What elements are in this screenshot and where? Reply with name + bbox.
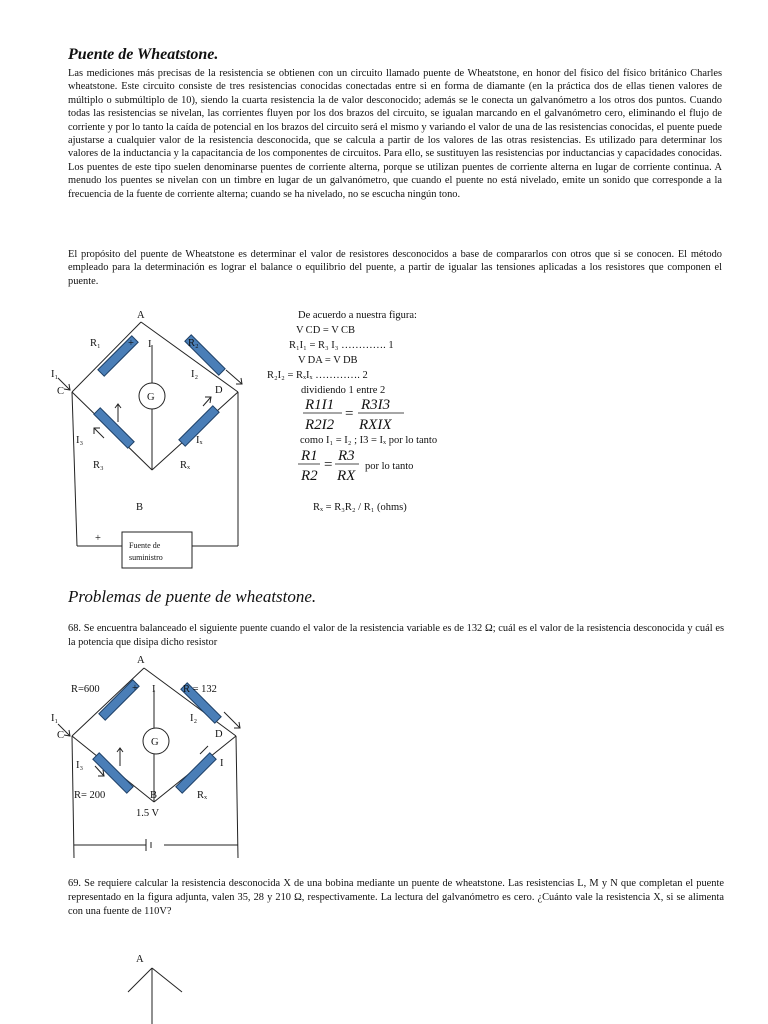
frac1-den-left: R2I2 bbox=[305, 417, 335, 433]
frac2-den-right: RX bbox=[337, 468, 356, 484]
fig2-plus-sign: + bbox=[132, 683, 138, 694]
frac2-num-right: R3 bbox=[338, 448, 355, 464]
purpose-paragraph: El propósito del puente de Wheatstone es determinar el valor de resistores desconocidos a base de compararlos con otros que si se conocen. El método empleado para la determinación es lograr el balance o equilibrio del puente, a partir de igualar las tensiones aplicadas a los resistores que componen el puente. bbox=[68, 249, 722, 287]
fig3-node-a: A bbox=[136, 954, 144, 965]
galvanometer-label: G bbox=[147, 392, 155, 403]
current-i-label: I bbox=[148, 339, 152, 350]
source-label-line1: Fuente de bbox=[129, 541, 161, 550]
eq-divide-text: dividiendo 1 entre 2 bbox=[301, 385, 386, 396]
problem-69-text: 69. Se requiere calcular la resistencia desconocida X de una bobina mediante un puente de wheatstone. Las resistencias L, M y N que completan el puente representado en la figura adjunta, valen 35, 28 y 210 Ω, respectivamente. La lectura del galvanómetro es cero. ¿Cuánto vale la resistencia X, si se alimenta con una fuente de 110V? bbox=[68, 878, 724, 917]
frac1-den-right: RXIX bbox=[359, 417, 392, 433]
fig2-current-i: I bbox=[152, 684, 156, 695]
r3-label: R₃ bbox=[93, 460, 104, 471]
fig2-current-i1: I₁ bbox=[51, 713, 59, 724]
eq-por-lo-tanto: por lo tanto bbox=[365, 461, 414, 472]
rx-label: Rₓ bbox=[180, 460, 191, 471]
node-a-label: A bbox=[137, 310, 145, 321]
fig2-node-b: B bbox=[150, 790, 158, 801]
page-title: Puente de Wheatstone. bbox=[68, 46, 219, 63]
eq-voltage-cd: V CD = V CB bbox=[296, 325, 355, 336]
r2-label: R₂ bbox=[188, 338, 199, 349]
fig2-node-d: D bbox=[215, 729, 223, 740]
plus-sign-bottom: + bbox=[95, 533, 101, 544]
fig2-current-i2: I₂ bbox=[190, 713, 198, 724]
problem68-bridge-figure bbox=[51, 655, 240, 858]
frac1-num-right: R3I3 bbox=[361, 397, 391, 413]
fig2-current-i3: I₃ bbox=[76, 760, 84, 771]
eq-como-text: como I₁ = I₂ ; I3 = Iₓ por lo tanto bbox=[300, 435, 438, 446]
fig2-node-c: C bbox=[57, 730, 65, 741]
frac1-num-left: R1I1 bbox=[305, 397, 335, 413]
node-d-label: D bbox=[215, 385, 223, 396]
equations-intro: De acuerdo a nuestra figura: bbox=[298, 310, 417, 321]
eq-1: R₁I₁ = R₃ I₃ …………. 1 bbox=[289, 340, 394, 351]
fig2-r-right-top: R = 132 bbox=[183, 684, 217, 695]
eq-result: Rₓ = R₃R₂ / R₁ (ohms) bbox=[313, 502, 407, 513]
fig2-r-left-top: R=600 bbox=[71, 684, 100, 695]
current-i2-label: I₂ bbox=[191, 369, 199, 380]
fig2-galvanometer: G bbox=[151, 737, 159, 748]
eq-voltage-da: V DA = V DB bbox=[298, 355, 358, 366]
current-i3-label: I₃ bbox=[76, 435, 84, 446]
plus-sign-top: + bbox=[128, 338, 134, 349]
frac1-equals: = bbox=[345, 406, 354, 422]
frac2-num-left: R1 bbox=[301, 448, 318, 464]
node-c-label: C bbox=[57, 386, 65, 397]
frac2-den-left: R2 bbox=[301, 468, 318, 484]
fig2-voltage-label: 1.5 V bbox=[136, 808, 160, 819]
frac2-equals: = bbox=[324, 457, 333, 473]
current-ix-label: Iₓ bbox=[196, 435, 203, 446]
problem-68-text: 68. Se encuentra balanceado el siguiente puente cuando el valor de la resistencia variable es de 132 Ω; cuál es el valor de la resistencia desconocida y cuál es la potencia que disipa dicho resistor bbox=[68, 623, 724, 648]
fig2-node-a: A bbox=[137, 655, 145, 666]
current-i1-label: I₁ bbox=[51, 369, 59, 380]
source-label-line2: suministro bbox=[129, 553, 163, 562]
r1-label: R₁ bbox=[90, 338, 101, 349]
problem69-bridge-figure bbox=[128, 954, 182, 1024]
section-title: Problemas de puente de wheatstone. bbox=[68, 587, 317, 606]
fig2-current-ix: I bbox=[220, 758, 224, 769]
fig2-r-left-bottom: R= 200 bbox=[74, 790, 106, 801]
fig2-rx-label: Rₓ bbox=[197, 790, 208, 801]
intro-paragraph: Las mediciones más precisas de la resistencia se obtienen con un circuito llamado puente de Wheatstone, en honor del físico del físico británico Charles wheatstone. Este circuito consiste de tres resistencias conocidas conectadas entre si en forma de diamante (en la práctica dos de ellas tienen valores de múltiplo o submúltiplo de 10), siendo la cuarta resistencia la de valor desconocido; además se le conecta un galvanómetro a los otros dos puntos. Cuando todas las resistencias se nivelan, las corrientes fluyen por los dos brazos del circuito, se igualan marcando en el galvanómetro cero, eliminando el flujo de corriente y por lo tanto la caída de potencial en los brazos del circuito será el mismo y variando el valor de una de las resistencias conocidas, el puente puede ajustarse a cualquier valor de la resistencia desconocida, que se calcula a partir de los valores de las otras resistencias. Es utilizado para determinar los valores de la inductancia y la capacitancia de los componentes de circuitos. Para ello, se sustituyen las resistencias por inductancias y capacidades conocidas. Los puentes de este tipo suelen denominarse puentes de corriente alterna, porque se utilizan puentes de corriente alterna en lugar de corriente continua. A menudo los puentes se nivelan con un timbre en lugar de un galvanómetro, que cuando el puente no está nivelado, emite un sonido que corresponde a la frecuencia de la fuente de corriente alterna; cuando se ha nivelado, no se escucha ningún tono. bbox=[68, 68, 722, 200]
eq-2: R₂I₂ = RₓIₓ …………. 2 bbox=[267, 370, 368, 381]
node-b-label: B bbox=[136, 502, 144, 513]
